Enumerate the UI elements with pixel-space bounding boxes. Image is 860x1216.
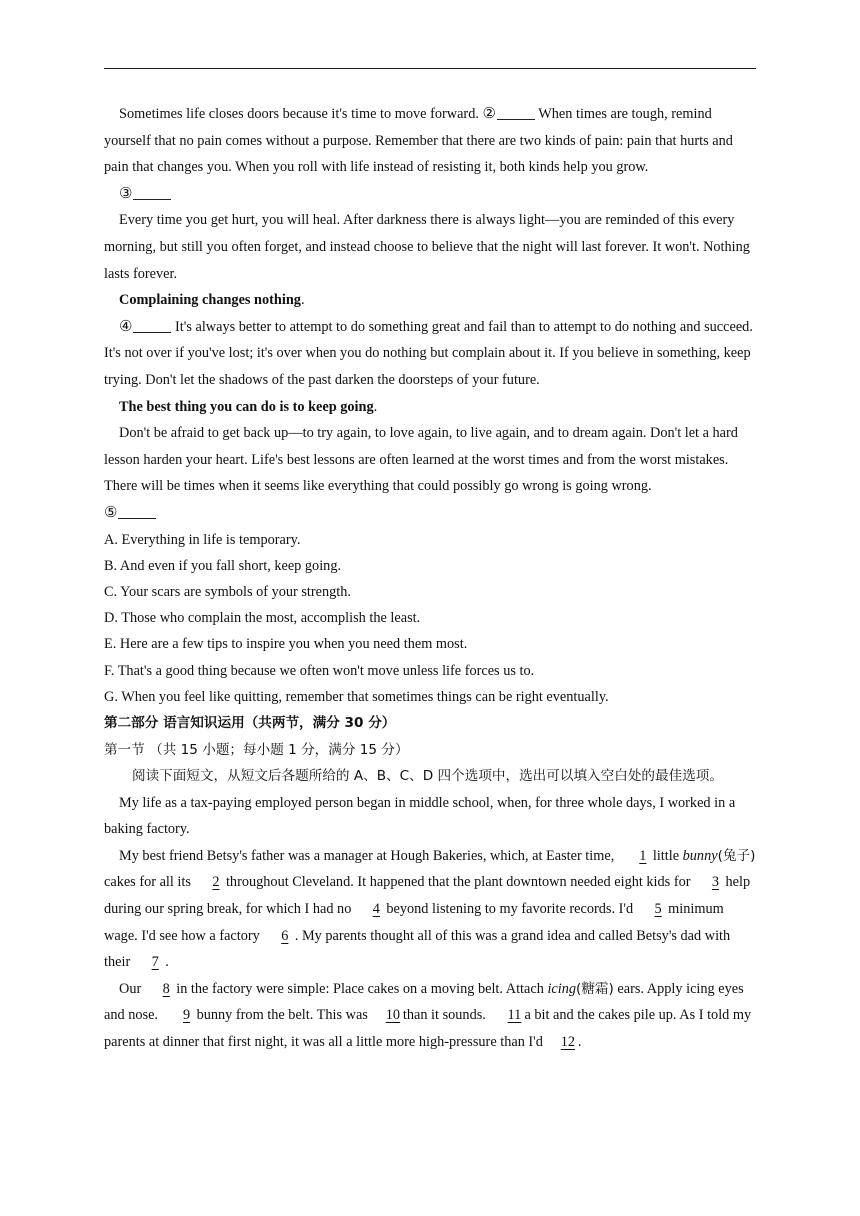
text: help during our spring break, for which I had no [104,874,751,918]
option-list [104,527,756,710]
cloze-blank-1[interactable]: 1 [639,847,647,864]
text: My best friend Betsy's father was a manager at Hough Bakeries, which, at Easter time, [119,847,618,864]
option-a: A. Everything in life is temporary. [104,531,301,548]
text: throughout Cleveland. It happened that the plant downtown needed eight kids for [225,874,691,891]
text: . [165,954,169,971]
cloze-blank-5[interactable]: 5 [654,901,662,918]
text: Sometimes life closes doors because it's time to move forward. [119,106,483,122]
italic-term: icing [547,980,577,997]
passage-gap-5 [104,500,756,527]
answer-blank-3[interactable] [133,185,171,200]
text: . My parents thought all of this was a grand idea and called Betsy's dad with their [104,927,731,971]
cloze-paragraph-3 [104,976,756,1056]
passage-heading-1 [104,287,756,314]
text: . [373,398,378,415]
document-page [104,101,756,1056]
cloze-blank-6[interactable]: 6 [281,927,289,944]
option-f: F. That's a good thing because we often won't move unless life forces us to. [104,662,535,679]
text: It's always better to attempt to do something great and fail than to attempt to do nothing and succeed. It's not over if you've lost; it's over when you do nothing but complain about it. If you believe in something, keep trying. Don't let the shadows of the past darken the doorsteps of your future. [104,318,753,388]
option-c: C. Your scars are symbols of your strength. [104,583,351,600]
text: When times are tough, remind yourself that no pain comes without a purpose. Remember that there are two kinds of pain: pain that hurts and pain that changes you. When you roll with life instead of resisting it, both kinds help you grow. [104,106,733,176]
option-d: D. Those who complain the most, accomplish the least. [104,610,421,627]
cloze-blank-11[interactable]: 11 [507,1007,522,1024]
cloze-blank-9[interactable]: 9 [183,1007,191,1024]
cloze-blank-10[interactable]: 10 [385,1007,400,1024]
part-heading: 第二部分 语言知识运用（共两节，满分 30 分） [104,714,396,731]
text: cakes for all its [104,874,191,891]
answer-blank-2[interactable] [497,105,535,120]
option-b: B. And even if you fall short, keep going. [104,557,342,574]
option-e: E. Here are a few tips to inspire you when you need them most. [104,636,468,653]
section-instruction: 阅读下面短文，从短文后各题所给的 A、B、C、D 四个选项中，选出可以填入空白处的最佳选项。 [132,768,723,785]
answer-blank-5[interactable] [118,504,156,519]
text: Our [119,980,142,997]
cloze-paragraph-2 [104,843,756,976]
cloze-blank-8[interactable]: 8 [162,980,170,997]
passage-paragraph-4: Don't be afraid to get back up—to try again, to love again, to live again, and to dream again. Don't let a hard lesson harden your heart. Life's best lessons are often learned at the worst times and from the worst mistakes. There will be times when it seems like everything that could possibly go wrong is going wrong. [104,425,738,495]
bold-heading: Complaining changes nothing [119,292,301,309]
header-rule [104,68,756,69]
cloze-paragraph-1: My life as a tax-paying employed person began in middle school, when, for three whole days, I worked in a baking factory. [104,794,736,838]
passage-paragraph-1 [104,101,756,181]
question-marker-5: ⑤ [104,504,118,521]
italic-term: bunny [682,847,718,864]
text: than it sounds. [402,1007,490,1024]
passage-heading-2 [104,394,756,421]
text: minimum wage. I'd see how a factory [104,901,724,944]
bold-heading: The best thing you can do is to keep going [119,398,374,415]
text: . [577,1034,582,1051]
text: . [300,292,305,309]
text: bunny from the belt. This was [196,1007,368,1024]
text: in the factory were simple: Place cakes on a moving belt. Attach [176,980,548,997]
passage-paragraph-2: Every time you get hurt, you will heal. After darkness there is always light—you are reminded of this every morning, but still you often forget, and instead choose to believe that the night will last forever. It won't. Nothing lasts forever. [104,212,750,282]
text: little [652,847,683,864]
cloze-blank-12[interactable]: 12 [560,1034,576,1051]
passage-gap-3 [104,181,756,208]
answer-blank-4[interactable] [133,318,171,333]
text: ears. Apply icing eyes and nose. [104,980,744,1024]
cloze-blank-7[interactable]: 7 [151,954,159,971]
section-heading: 第一节 （共 15 小题；每小题 1 分，满分 15 分） [104,741,409,758]
gloss: (兔子) [717,847,756,864]
passage-paragraph-3 [104,314,756,394]
option-g: G. When you feel like quitting, remember that sometimes things can be right eventually. [104,688,609,705]
text: a bit and the cakes pile up. As I told my parents at dinner that first night, it was all a little more high-pressure than I'd [104,1007,752,1051]
question-marker-4: ④ [119,318,133,335]
question-marker-3: ③ [119,185,133,202]
gloss: (糖霜) [576,980,614,997]
cloze-blank-3[interactable]: 3 [711,874,720,891]
question-marker-2: ② [482,106,496,122]
cloze-blank-4[interactable]: 4 [372,901,380,918]
text: beyond listening to my favorite records. I'd [386,901,634,918]
cloze-blank-2[interactable]: 2 [212,874,220,891]
